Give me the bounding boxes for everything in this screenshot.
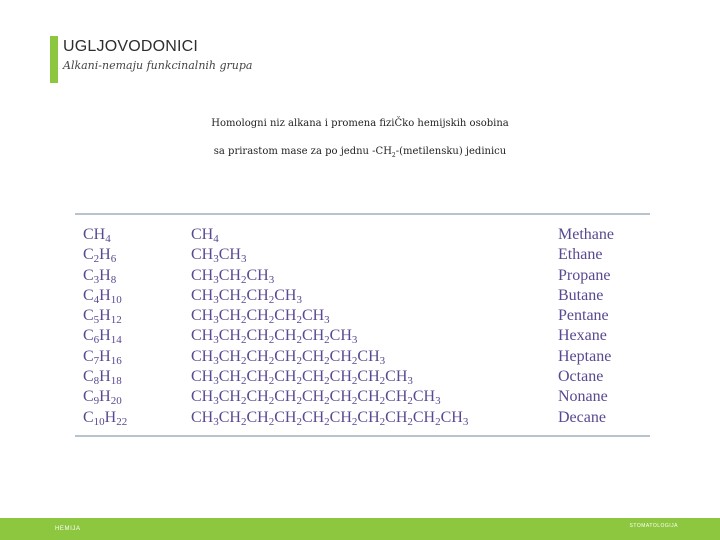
condensed-structure: $CH_3CH_2CH_2CH_2CH_3$: [191, 307, 330, 327]
alkane-name: Methane: [558, 226, 614, 243]
table-top-rule: [75, 213, 650, 215]
footer-subject: HEMIJA: [55, 526, 81, 532]
table-row: [75, 326, 650, 346]
table-row: [75, 387, 650, 407]
condensed-structure: $CH_3CH_2CH_3$: [191, 266, 275, 286]
condensed-structure: $CH_3CH_2CH_2CH_3$: [191, 286, 302, 306]
alkane-name: Hexane: [558, 327, 607, 345]
intro-line-2-end: -(metilensku) jedinicu: [395, 146, 507, 157]
molecular-formula: $C_2H_6$: [83, 246, 117, 266]
table-bottom-rule: [75, 435, 650, 437]
molecular-formula: $C_6H_{14}$: [83, 327, 122, 347]
molecular-formula: $C_{10}H_{22}$: [83, 408, 128, 428]
alkane-table: [75, 225, 650, 428]
alkane-name: Ethane: [558, 246, 603, 264]
condensed-structure: $CH_3CH_2CH_2CH_2CH_2CH_2CH_2CH_2CH_2CH_3$: [191, 408, 469, 428]
table-row: [75, 245, 650, 265]
slide-title: UGLJOVODONICI: [63, 38, 199, 55]
molecular-formula: $C_4H_{10}$: [83, 286, 122, 306]
intro-line-2: [0, 146, 720, 159]
table-row: [75, 367, 650, 387]
molecular-formula: $C_7H_{16}$: [83, 347, 122, 367]
table-row: [75, 408, 650, 428]
condensed-structure: $CH_3CH_2CH_2CH_2CH_2CH_2CH_2CH_2CH_3$: [191, 388, 441, 408]
table-row: [75, 306, 650, 326]
molecular-formula: $C_9H_{20}$: [83, 388, 122, 408]
table-row: [75, 286, 650, 306]
table-row: [75, 266, 650, 286]
intro-line-2-start: sa prirastom mase za po jednu -CH: [213, 146, 392, 157]
alkane-name: Octane: [558, 368, 604, 386]
molecular-formula: $C_5H_{12}$: [83, 307, 122, 327]
molecular-formula: $C_3H_8$: [83, 266, 117, 286]
alkane-name: Propane: [558, 266, 611, 284]
table-row: [75, 347, 650, 367]
condensed-structure: $CH_4$: [191, 226, 219, 245]
condensed-structure: $CH_3CH_3$: [191, 246, 247, 266]
intro-line-1: Homologni niz alkana i promena fiziČko hemijskih osobina: [211, 118, 509, 129]
condensed-structure: $CH_3CH_2CH_2CH_2CH_2CH_3$: [191, 327, 358, 347]
molecular-formula: $C_8H_{18}$: [83, 368, 122, 388]
alkane-name: Butane: [558, 286, 604, 304]
condensed-structure: $CH_3CH_2CH_2CH_2CH_2CH_2CH_3$: [191, 347, 386, 367]
slide-subtitle: Alkani-nemaju funkcinalnih grupa: [63, 59, 253, 72]
alkane-name: Heptane: [558, 347, 612, 365]
condensed-structure: $CH_3CH_2CH_2CH_2CH_2CH_2CH_2CH_3$: [191, 368, 413, 388]
alkane-name: Pentane: [558, 307, 609, 325]
alkane-name: Decane: [558, 408, 606, 426]
footer-bar: [0, 518, 720, 540]
alkane-name: Nonane: [558, 388, 608, 406]
footer-faculty: STOMATOLOGIJA: [629, 523, 678, 529]
molecular-formula: $CH_4$: [83, 226, 111, 245]
table-row: [75, 225, 650, 245]
title-accent-bar: [50, 36, 58, 83]
intro-line-2-subscript: 2: [391, 152, 396, 159]
